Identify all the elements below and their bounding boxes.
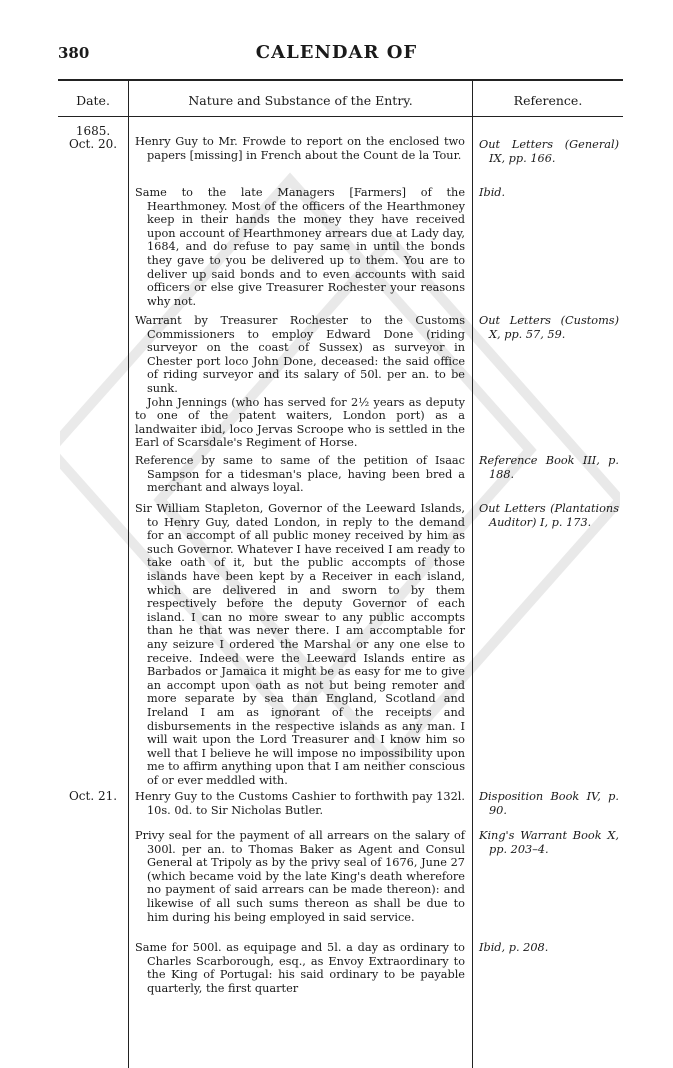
entry-text: Warrant by Treasurer Rochester to the Customs Commissioners to employ Edward Done (riding surveyor on the coast of Sussex) as surveyor in Chester port loco John Done, deceased: the said office of riding surveyor and its salary of 50l. per an. to be sunk. John Jennings (who has served for 2½ years as deputy to one of the patent waiters, London port) as a landwaiter ibid, loco Jervas Scroope who is settled in the Earl of Scarsdale's Regiment of Horse. — [135, 314, 465, 450]
page-number: 380 — [58, 44, 90, 62]
entry-text: Same for 500l. as equipage and 5l. a day as ordinary to Charles Scarborough, esq., as Envoy Extraordinary to the King of Portugal: his said ordinary to be payable quarterly, the first quarter — [135, 941, 465, 995]
entry-text: Henry Guy to Mr. Frowde to report on the enclosed two papers [missing] in French about the Count de la Tour. — [135, 135, 465, 162]
entry-reference: Out Letters (Plantations Auditor) I, p. 173. — [479, 502, 619, 529]
header-date: Date. — [76, 93, 110, 108]
col-divider-right — [472, 80, 473, 1068]
entry-text: Henry Guy to the Customs Cashier to forthwith pay 132l. 10s. 0d. to Sir Nicholas Butler. — [135, 790, 465, 817]
top-rule — [58, 79, 623, 81]
entry-date: 1685. Oct. 20. — [68, 124, 118, 151]
entry-reference: Ibid. — [479, 186, 506, 199]
entry-text: Same to the late Managers [Farmers] of the Hearthmoney. Most of the officers of the Hearthmoney keep in their hands the money they have received upon account of Hearthmoney arrears due at Lady day, 1684, and do refuse to pay same in until the bonds they gave to you be delivered up to them. You are to deliver up said bonds and to even accounts with said officers or else give Treasurer Rochester your reasons why not. — [135, 186, 465, 308]
entry-reference: Out Letters (Customs) X, pp. 57, 59. — [479, 314, 619, 341]
header-nature: Nature and Substance of the Entry. — [188, 93, 413, 108]
running-head-title: CALENDAR OF — [255, 42, 418, 63]
entry-reference: Disposition Book IV, p. 90. — [479, 790, 619, 817]
entry-text: Reference by same to same of the petition of Isaac Sampson for a tidesman's place, having been bred a merchant and always loyal. — [135, 454, 465, 495]
entry-reference: Reference Book III, p. 188. — [479, 454, 619, 481]
entry-text: Privy seal for the payment of all arrears on the salary of 300l. per an. to Thomas Baker as Agent and Consul General at Tripoly as by the privy seal of 1676, June 27 (which became void by the late King's death wherefore no payment of said arrears can be made thereon): and likewise of all such sums thereon as shall be due to him during his being employed in said service. — [135, 829, 465, 924]
entry-reference: Ibid, p. 208. — [479, 941, 549, 954]
col-divider-left — [128, 80, 129, 1068]
header-reference: Reference. — [513, 93, 583, 108]
header-rule — [58, 116, 623, 117]
entry-text: Sir William Stapleton, Governor of the Leeward Islands, to Henry Guy, dated London, in reply to the demand for an accompt of all public money received by him as such Governor. Whatever I have received I am ready to take oath of it, but the public accompts of those islands have been kept by a Receiver in each island, which are delivered in and sworn to by them respectively before the deputy Governor of each island. I can no more swear to any public accompts than he that was never there. I am accomptable for any seizure I ordered the Marshal or any one else to receive. Indeed were the Leeward Islands entire as Barbados or Jamaica it might be as easy for me to give an accompt upon oath as not but being remoter and more separate by sea than England, Scotland and Ireland I am as ignorant of the receipts and disbursements in the respective islands as any man. I will wait upon the Lord Treasurer and I know him so well that I believe he will impose no impossibility upon me to affirm anything upon that I am neither conscious of or ever meddled with. — [135, 502, 465, 787]
entry-reference: King's Warrant Book X, pp. 203–4. — [479, 829, 619, 856]
entry-reference: Out Letters (General) IX, pp. 166. — [479, 138, 619, 165]
entry-date: Oct. 21. — [68, 789, 118, 803]
